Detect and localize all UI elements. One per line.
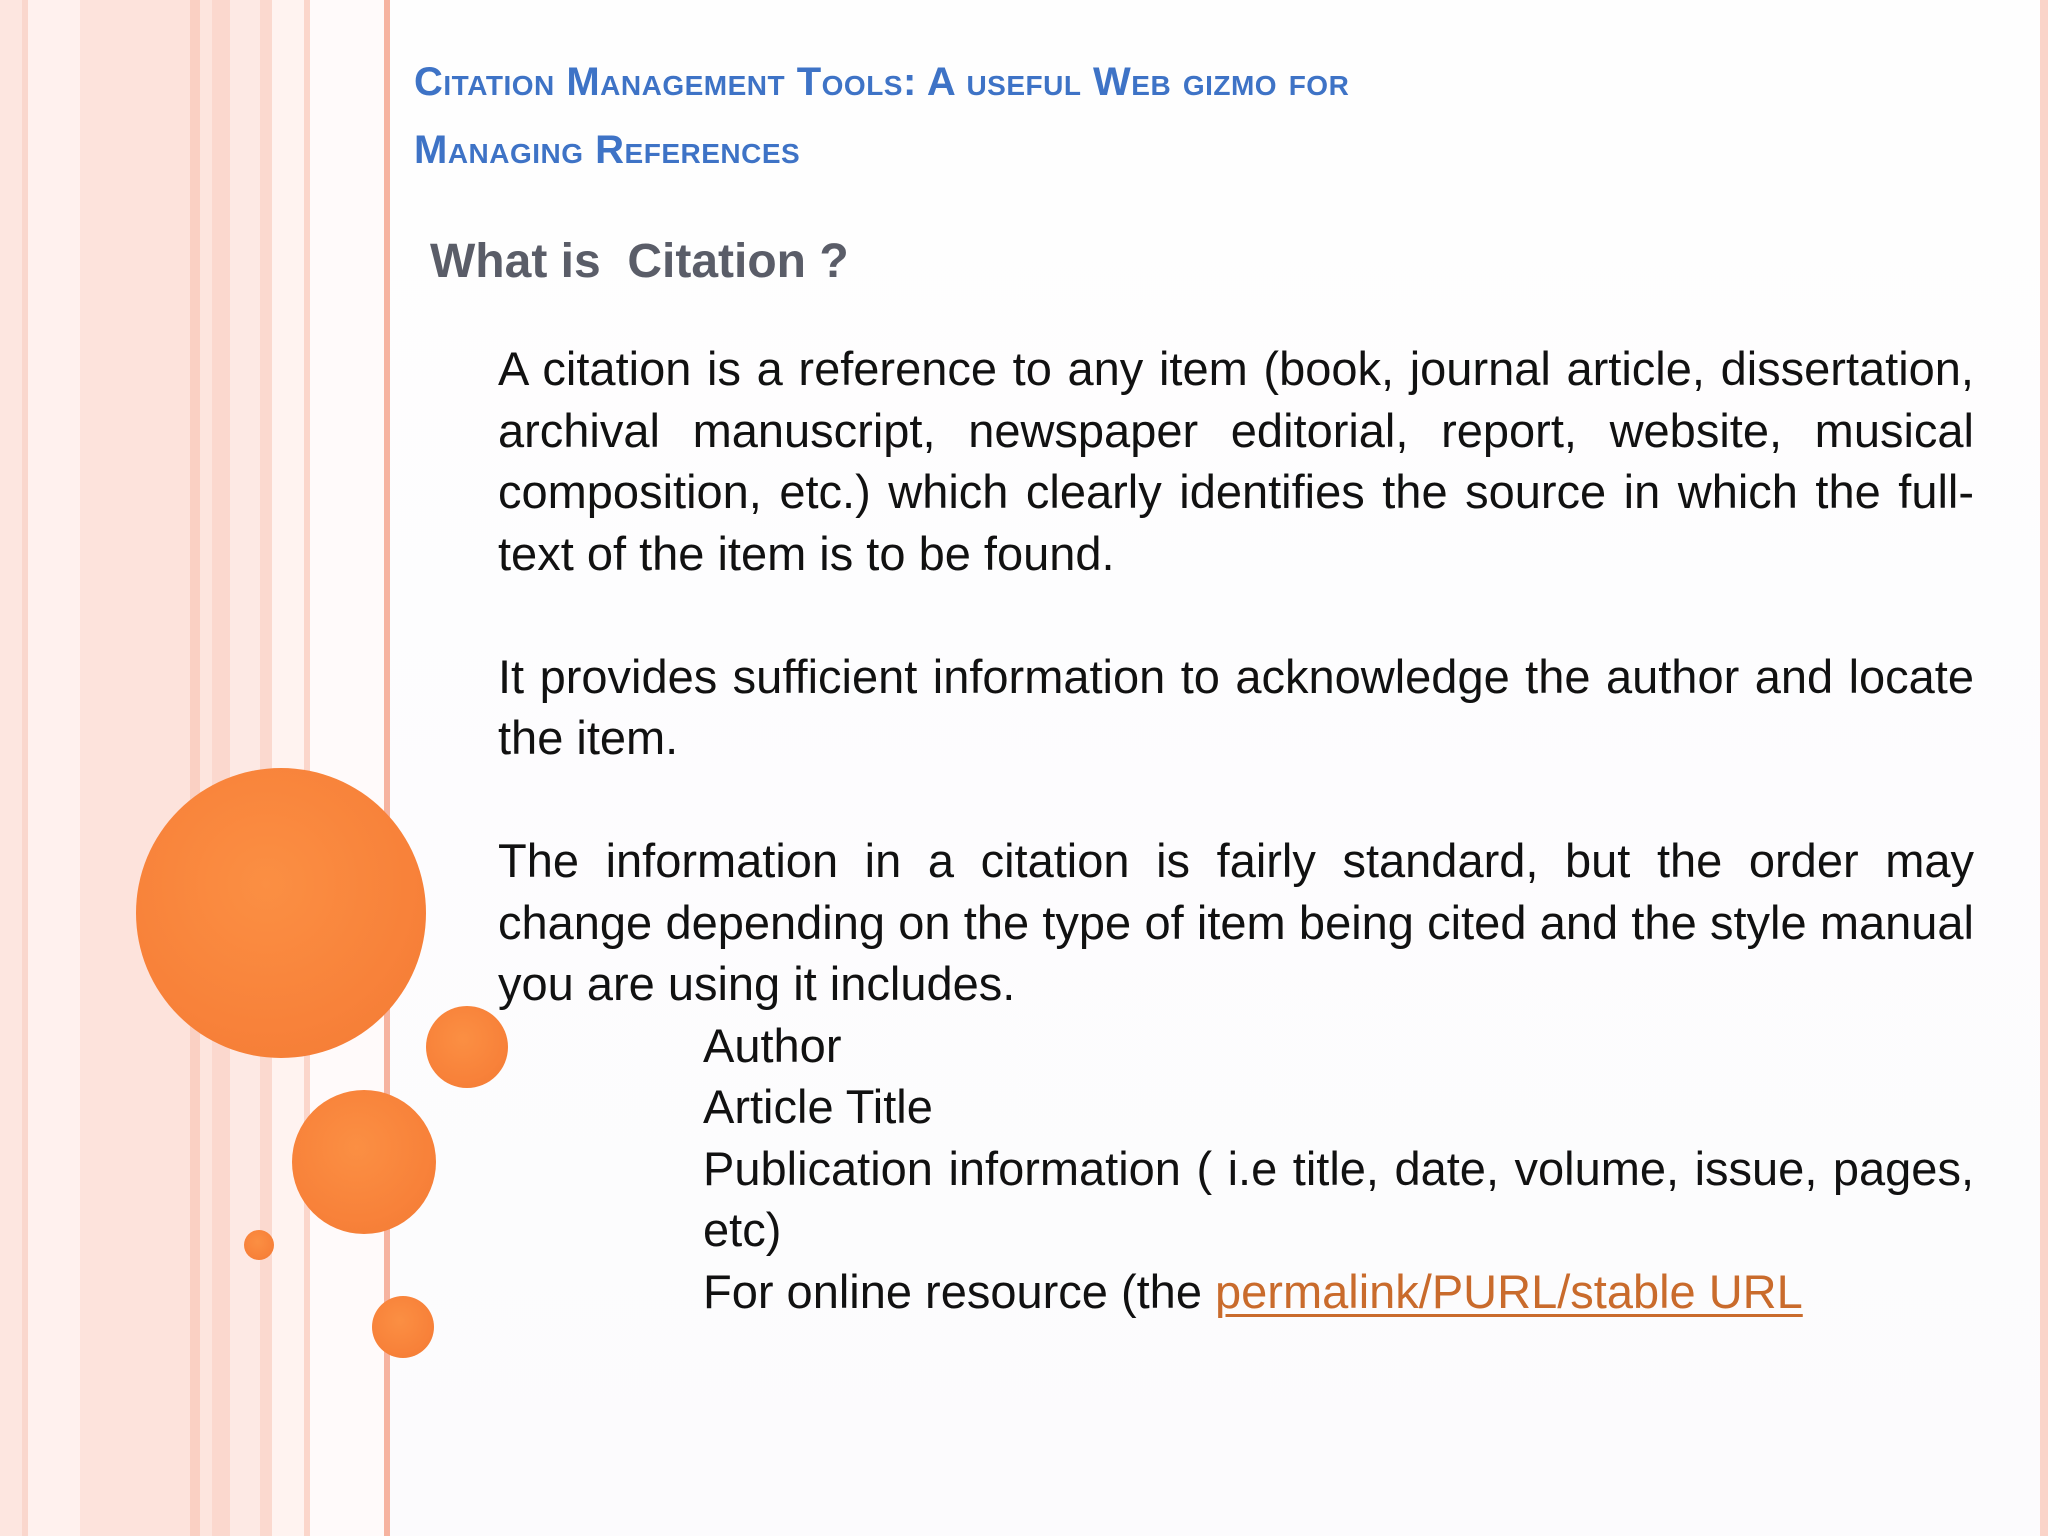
decorative-circle-large	[136, 768, 426, 1058]
decorative-stripe	[28, 0, 80, 1536]
citation-elements-list	[498, 1015, 1974, 1323]
slide-body	[498, 338, 1974, 1322]
decorative-circle	[292, 1090, 436, 1234]
decorative-stripe	[0, 0, 22, 1536]
decorative-stripe	[190, 0, 200, 1536]
decorative-stripe	[200, 0, 212, 1536]
decorative-stripe-right	[2040, 0, 2048, 1536]
slide-title	[414, 48, 2014, 184]
decorative-circle-small	[244, 1230, 274, 1260]
decorative-stripe	[310, 0, 384, 1536]
decorative-circle	[372, 1296, 434, 1358]
slide-title-line2: Managing References	[414, 128, 801, 172]
list-item-online-resource	[703, 1261, 1974, 1323]
paragraph-purpose: It provides sufficient information to acknowledge the author and locate the item.	[498, 649, 1974, 764]
list-item: Publication information ( i.e title, date, volume, issue, pages, etc)	[703, 1141, 1974, 1256]
slide-subtitle: What is Citation ?	[430, 235, 849, 288]
list-item: Article Title	[703, 1080, 933, 1133]
decorative-circle	[426, 1006, 508, 1088]
permalink-link[interactable]: permalink/PURL/stable URL	[1215, 1264, 1803, 1318]
slide-title-line1: Citation Management Tools: A useful Web gizmo for	[414, 60, 1350, 104]
paragraph-information: The information in a citation is fairly standard, but the order may change depending on the type of item being cited and the style manual you are using it includes.	[498, 834, 1974, 1010]
list-item: Author	[703, 1018, 842, 1072]
list-item-prefix: For online resource (the	[703, 1264, 1216, 1318]
decorative-stripe	[230, 0, 260, 1536]
decorative-stripe	[212, 0, 230, 1536]
paragraph-definition: A citation is a reference to any item (book, journal article, dissertation, archival manuscript, newspaper editorial, report, website, musical composition, etc.) which clearly identifies the source in which the full-text of the item is to be found.	[498, 342, 1974, 580]
decorative-stripe	[80, 0, 190, 1536]
